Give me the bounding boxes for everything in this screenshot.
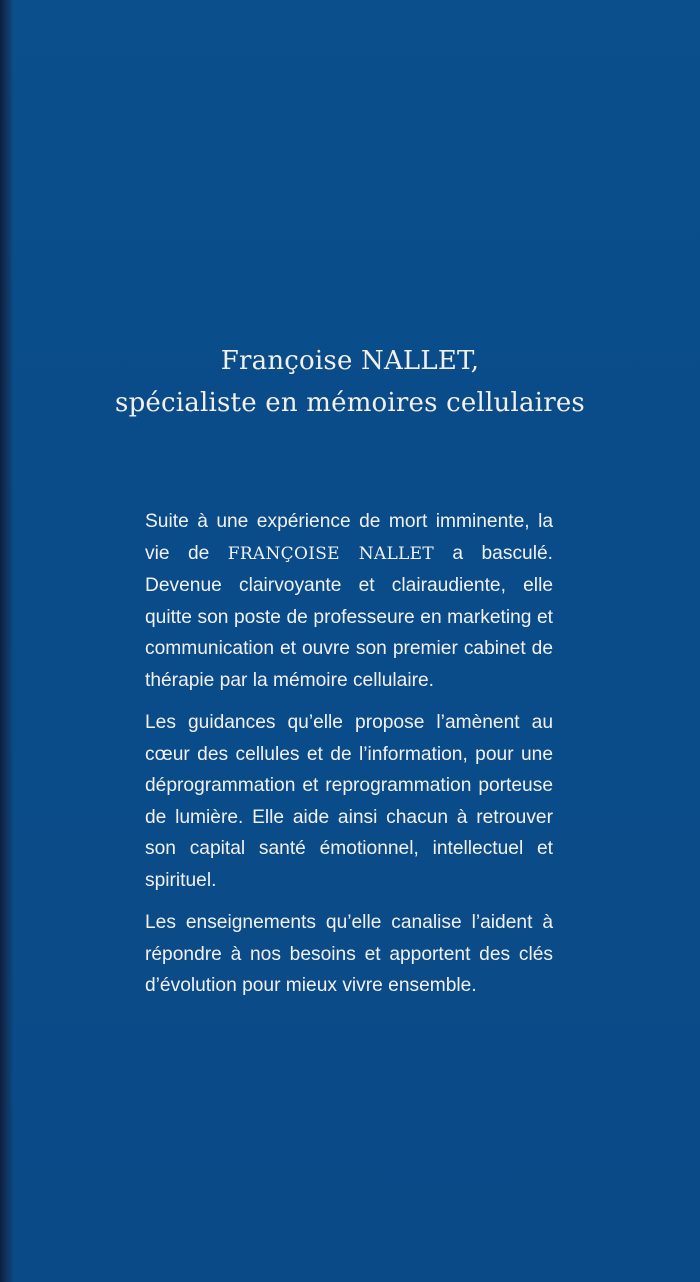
spine-shadow: [0, 0, 12, 1282]
author-specialty-line: spécialiste en mémoires cellulaires: [115, 388, 585, 418]
author-title: [0, 340, 700, 424]
bio-paragraph-1: [145, 506, 553, 696]
bio-paragraph-3: Les enseignements qu’elle canalise l’aident à répondre à nos besoins et apportent des clés d’évolution pour mieux vivre ensemble.: [145, 912, 553, 996]
bio-paragraph-1-start: Suite à une expérience de mort imminente, la vie de: [145, 511, 553, 564]
author-name-line: Françoise NALLET,: [220, 346, 480, 376]
bio-paragraph-1-end: a basculé. Devenue clairvoyante et clairaudiente, elle quitte son poste de professeure en marketing et communication et ouvre son premier cabinet de thérapie par la mémoire cellulaire.: [145, 542, 553, 691]
author-biography: [145, 506, 553, 1013]
author-name-smallcaps: FRANÇOISE NALLET: [227, 543, 434, 564]
bio-paragraph-2: Les guidances qu’elle propose l’amènent au cœur des cellules et de l’information, pour une déprogrammation et reprogrammation porteuse de lumière. Elle aide ainsi chacun à retrouver son capital santé émotionnel, intellectuel et spirituel.: [145, 712, 553, 891]
